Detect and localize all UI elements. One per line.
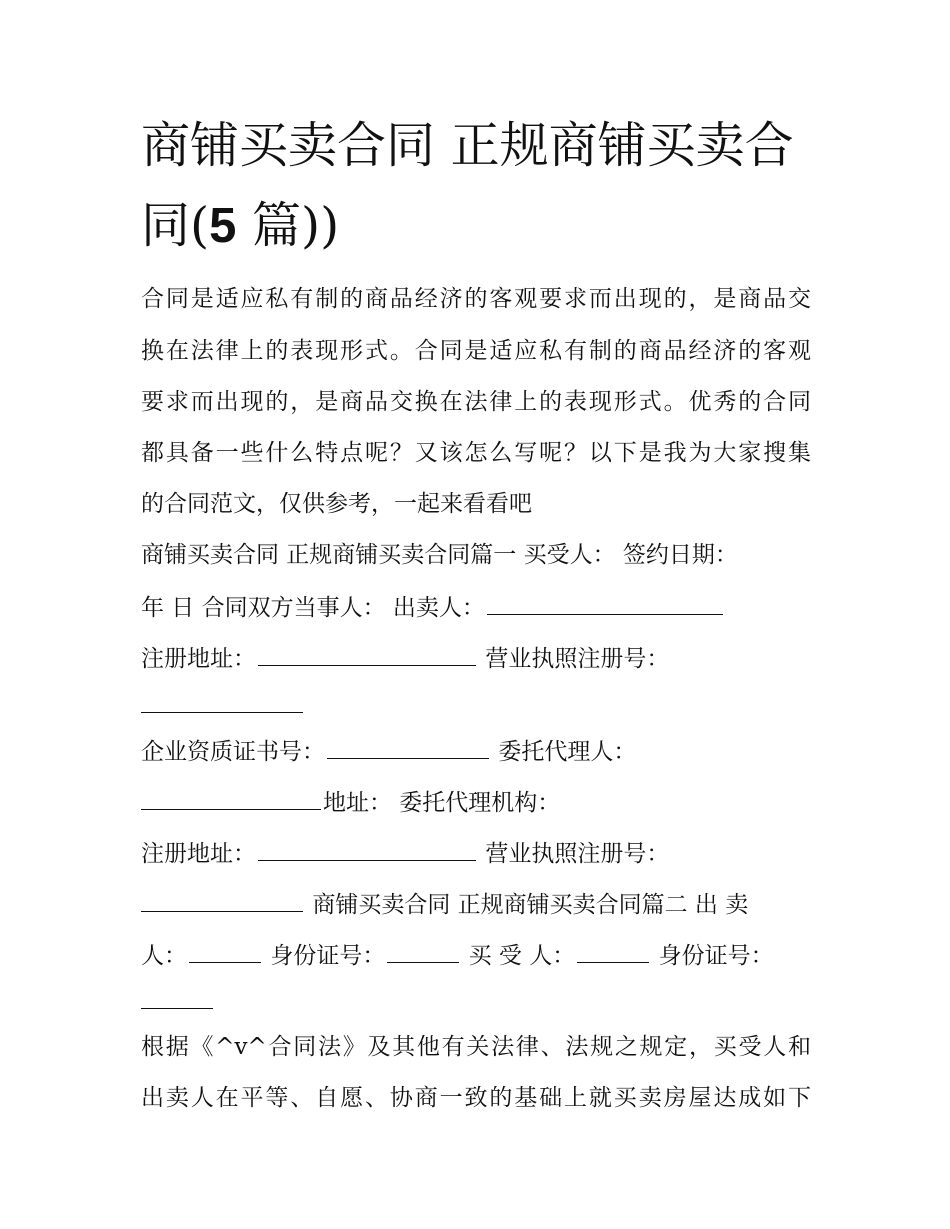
agent-label: 委托代理人： (498, 739, 637, 765)
license-label: 营业执照注册号： (485, 646, 670, 672)
section2-heading: 商铺买卖合同 正规商铺买卖合同篇二 出 卖 (312, 892, 749, 918)
intro-line-4: 都具备一些什么特点呢？又该怎么写呢？以下是我为大家搜集 (141, 440, 811, 466)
reg-address-line-2 (141, 838, 669, 869)
section2-heading-line (141, 889, 748, 920)
law-line-2: 出卖人在平等、自愿、协商一致的基础上就买卖房屋达成如下 (141, 1085, 811, 1111)
qualification-label: 企业资质证书号： (141, 739, 325, 765)
seller-id-line (141, 940, 774, 971)
reg-address-line (141, 643, 669, 674)
parties-line (141, 592, 725, 623)
agency-label: 地址： 委托代理机构： (323, 790, 561, 816)
title-suffix: 篇) (236, 197, 321, 254)
intro-line-1: 合同是适应私有制的商品经济的客观要求而出现的，是商品交 (141, 286, 811, 312)
qualification-blank (327, 736, 489, 759)
section1-heading: 商铺买卖合同 正规商铺买卖合同篇一 买受人： 签约日期： (141, 542, 738, 568)
buyer-id-label: 身份证号： (658, 943, 774, 969)
buyer-name-blank (577, 940, 649, 963)
title-count: 5 (209, 199, 237, 253)
buyer-id-blank-line (141, 986, 215, 1017)
reg-address-label-2: 注册地址： (141, 841, 256, 867)
qualification-line (141, 736, 636, 767)
seller-id-blank (387, 940, 459, 963)
intro-line-3: 要求而出现的，是商品交换在法律上的表现形式。优秀的合同 (141, 389, 811, 415)
seller-blank (487, 592, 723, 615)
seller-name-blank (189, 940, 261, 963)
license-blank-2 (141, 889, 303, 912)
parties-label: 年 日 合同双方当事人： 出卖人： (141, 595, 485, 621)
law-line-1: 根据《^v^合同法》及其他有关法律、法规之规定，买受人和 (141, 1034, 811, 1060)
agency-line (141, 787, 560, 818)
reg-address-blank-2 (258, 838, 476, 861)
reg-address-label: 注册地址： (141, 646, 256, 672)
intro-line-2: 换在法律上的表现形式。合同是适应私有制的商品经济的客观 (141, 338, 811, 364)
agent-blank (141, 787, 321, 810)
license-label-2: 营业执照注册号： (485, 841, 670, 867)
seller-id-label: 身份证号： (270, 943, 386, 969)
buyer-id-blank (141, 986, 213, 1009)
reg-address-blank (258, 643, 476, 666)
title-main: 商铺买卖合同 正规商铺买卖合同( (141, 117, 794, 254)
license-blank (141, 690, 303, 713)
document-title: 商铺买卖合同 正规商铺买卖合同(5 篇)) (141, 117, 794, 254)
buyer-label: 买 受 人： (468, 943, 576, 969)
license-blank-line (141, 690, 305, 721)
intro-line-5: 的合同范文，仅供参考，一起来看看吧 (141, 491, 532, 517)
seller-label: 人： (141, 943, 187, 969)
